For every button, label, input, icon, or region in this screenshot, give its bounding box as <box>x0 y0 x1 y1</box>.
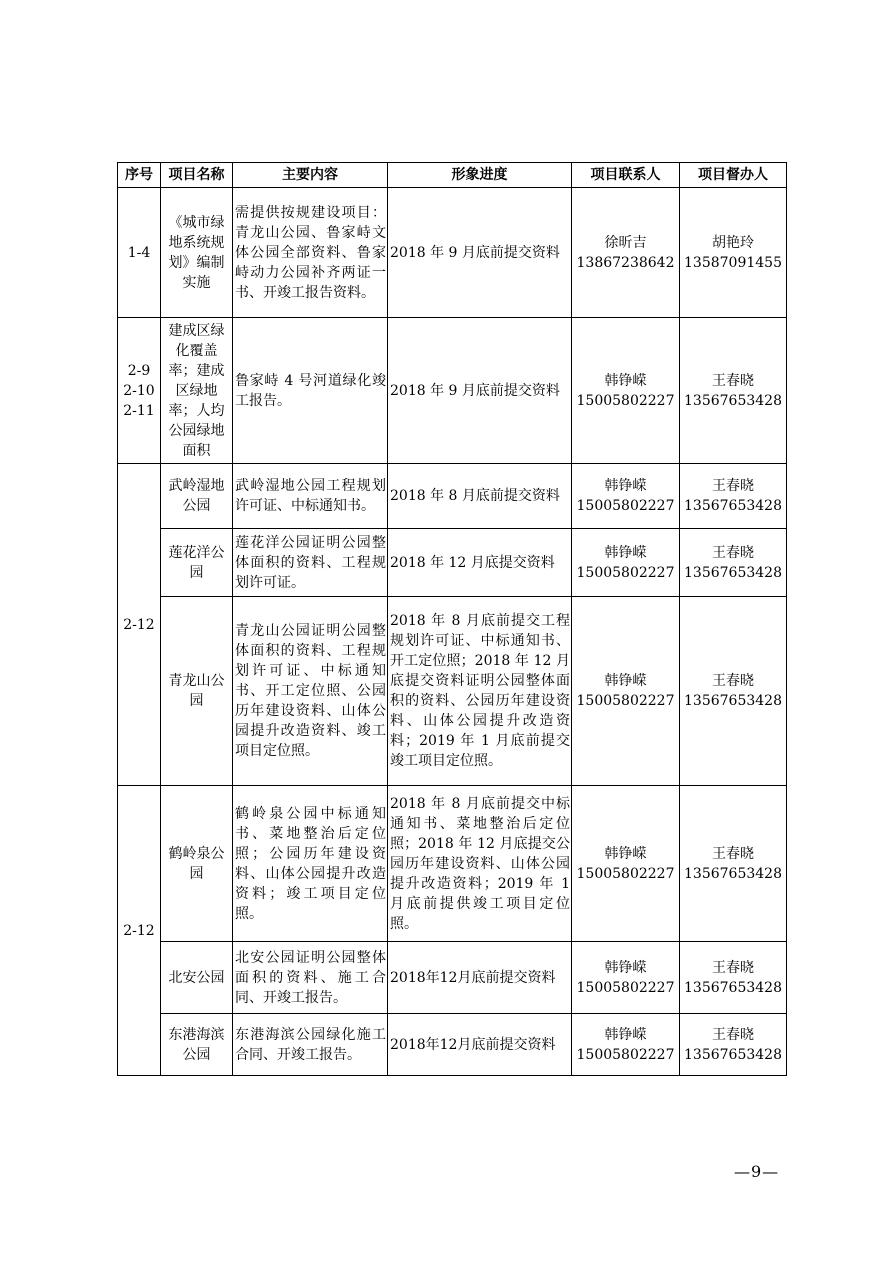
row-project-name: 青龙山公园 <box>161 597 233 786</box>
row-contact <box>572 188 680 318</box>
supervisor-phone: 13567653428 <box>684 693 782 709</box>
table-row <box>118 464 787 529</box>
row-progress: 2018 年 9 月底前提交资料 <box>388 318 572 464</box>
row-no: 2-9 2-10 2-11 <box>118 318 161 464</box>
row-progress: 2018年12月底前提交资料 <box>388 942 572 1014</box>
row-supervisor <box>680 318 787 464</box>
row-contact <box>572 1014 680 1076</box>
supervisor-phone: 13567653428 <box>684 979 782 996</box>
table-row <box>118 942 787 1014</box>
row-no: 2-12 <box>118 786 161 1076</box>
row-content: 需提供按规建设项目：青龙山公园、鲁家峙文体公园全部资料、鲁家峙动力公园补齐两证一书、开竣工报告资料。 <box>233 188 388 318</box>
supervisor-name: 王春晓 <box>712 1026 754 1043</box>
table-row <box>118 1014 787 1076</box>
row-project-name: 《城市绿地系统规划》编制实施 <box>161 188 233 318</box>
supervisor-name: 王春晓 <box>712 673 754 689</box>
contact-name: 徐昕吉 <box>604 234 647 251</box>
row-progress: 2018 年 9 月底前提交资料 <box>388 188 572 318</box>
row-supervisor <box>680 529 787 597</box>
supervisor-name: 胡艳玲 <box>712 234 754 251</box>
supervisor-phone: 13587091455 <box>684 254 782 271</box>
supervisor-name: 王春晓 <box>712 544 754 561</box>
row-project-name: 北安公园 <box>161 942 233 1014</box>
row-progress: 2018 年 8 月底前提交中标通知书、菜地整治后定位照；2018 年 12 月底提交公园历年建设资料、山体公园提升改造资料；2019 年 1 月底前提供竣工项目定位照。 <box>388 786 572 942</box>
table-row <box>118 529 787 597</box>
supervisor-phone: 13567653428 <box>684 392 782 409</box>
supervisor-name: 王春晓 <box>712 845 754 862</box>
project-table <box>117 162 787 1076</box>
supervisor-phone: 13567653428 <box>684 865 782 882</box>
contact-phone: 15005802227 <box>576 865 675 882</box>
row-contact <box>572 464 680 529</box>
header-no: 序号 <box>118 163 161 188</box>
row-project-name: 建成区绿化覆盖率；建成区绿地率；人均公园绿地面积 <box>161 318 233 464</box>
supervisor-name: 王春晓 <box>712 478 754 494</box>
contact-name: 韩铮嵘 <box>604 845 647 862</box>
row-content: 鹤岭泉公园中标通知书、菜地整治后定位照；公园历年建设资料、山体公园提升改造资料；竣工项目定位照。 <box>233 786 388 942</box>
contact-phone: 15005802227 <box>576 392 675 409</box>
row-contact <box>572 529 680 597</box>
table-row <box>118 188 787 318</box>
contact-phone: 15005802227 <box>576 979 675 996</box>
row-supervisor <box>680 597 787 786</box>
supervisor-name: 王春晓 <box>712 959 754 976</box>
row-content: 青龙山公园证明公园整体面积的资料、工程规划许可证、中标通知书、开工定位照、公园历年建设资料、山体公园提升改造资料、竣工项目定位照。 <box>233 597 388 786</box>
row-no: 2-12 <box>118 464 161 786</box>
row-progress: 2018 年 8 月底前提交资料 <box>388 464 572 529</box>
contact-phone: 15005802227 <box>576 564 675 581</box>
row-progress: 2018 年 8 月底前提交工程规划许可证、中标通知书、开工定位照；2018 年 12 月底提交资料证明公园整体面积的资料、公园历年建设资料、山体公园提升改造资料；2019 年 1 月底前提交竣工项目定位照。 <box>388 597 572 786</box>
contact-name: 韩铮嵘 <box>604 372 647 389</box>
supervisor-phone: 13567653428 <box>684 1046 782 1063</box>
contact-phone: 13867238642 <box>576 254 675 271</box>
row-supervisor <box>680 1014 787 1076</box>
page-number: —9— <box>734 1162 780 1181</box>
row-content: 鲁家峙 4 号河道绿化竣工报告。 <box>233 318 388 464</box>
header-supervisor: 项目督办人 <box>680 163 787 188</box>
row-contact <box>572 786 680 942</box>
supervisor-phone: 13567653428 <box>684 564 782 581</box>
row-contact <box>572 942 680 1014</box>
table-row <box>118 597 787 786</box>
row-progress: 2018 年 12 月底提交资料 <box>388 529 572 597</box>
header-main-content: 主要内容 <box>233 163 388 188</box>
row-project-name: 鹤岭泉公园 <box>161 786 233 942</box>
supervisor-name: 王春晓 <box>712 372 754 389</box>
row-supervisor <box>680 464 787 529</box>
row-contact <box>572 318 680 464</box>
header-project-name: 项目名称 <box>161 163 233 188</box>
contact-name: 韩铮嵘 <box>604 959 647 976</box>
contact-name: 韩铮嵘 <box>604 478 647 494</box>
row-content: 北安公园证明公园整体面积的资料、施工合同、开竣工报告。 <box>233 942 388 1014</box>
table-row <box>118 786 787 942</box>
row-supervisor <box>680 786 787 942</box>
project-table-container <box>117 162 786 1076</box>
contact-phone: 15005802227 <box>576 1046 675 1063</box>
row-contact <box>572 597 680 786</box>
contact-phone: 15005802227 <box>576 693 675 709</box>
table-header-row <box>118 163 787 188</box>
table-row <box>118 318 787 464</box>
row-supervisor <box>680 942 787 1014</box>
header-progress: 形象进度 <box>388 163 572 188</box>
row-project-name: 武岭湿地公园 <box>161 464 233 529</box>
supervisor-phone: 13567653428 <box>684 498 782 514</box>
row-no: 1-4 <box>118 188 161 318</box>
contact-name: 韩铮嵘 <box>604 673 647 689</box>
row-progress: 2018年12月底前提交资料 <box>388 1014 572 1076</box>
contact-phone: 15005802227 <box>576 498 675 514</box>
row-project-name: 莲花洋公园 <box>161 529 233 597</box>
row-content: 莲花洋公园证明公园整体面积的资料、工程规划许可证。 <box>233 529 388 597</box>
row-content: 东港海滨公园绿化施工合同、开竣工报告。 <box>233 1014 388 1076</box>
row-project-name: 东港海滨公园 <box>161 1014 233 1076</box>
contact-name: 韩铮嵘 <box>604 1026 647 1043</box>
header-contact: 项目联系人 <box>572 163 680 188</box>
row-supervisor <box>680 188 787 318</box>
contact-name: 韩铮嵘 <box>604 544 647 561</box>
row-content: 武岭湿地公园工程规划许可证、中标通知书。 <box>233 464 388 529</box>
